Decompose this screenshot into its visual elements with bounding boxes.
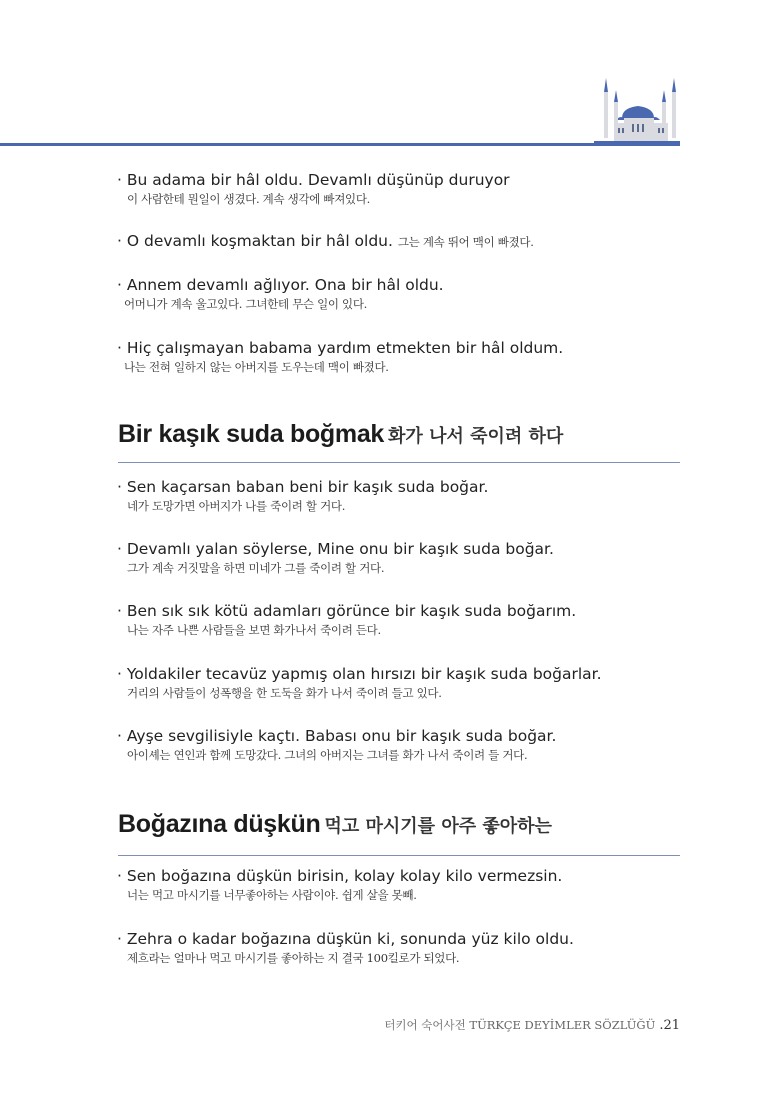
section-rule — [118, 855, 680, 856]
example-turkish: · Hiç çalışmayan babama yardım etmekten bir hâl oldum. — [117, 339, 564, 357]
example-korean: 나는 자주 나쁜 사람들을 보면 화가나서 죽이려 든다. — [127, 623, 381, 637]
example-korean: 어머니가 계속 울고있다. 그녀한테 무슨 일이 있다. — [124, 297, 368, 311]
example-korean: 그가 계속 거짓말을 하면 미네가 그를 죽이려 할 거다. — [127, 561, 385, 575]
idiom-meaning: 화가 나서 죽이려 하다 — [388, 426, 564, 447]
book-title: 터키어 숙어사전 TÜRKÇE DEYİMLER SÖZLÜĞÜ — [384, 1018, 656, 1032]
example-turkish: · Ben sık sık kötü adamları görünce bir kaşık suda boğarım. — [117, 602, 577, 620]
example-turkish: · Devamlı yalan söylerse, Mine onu bir kaşık suda boğar. — [117, 540, 554, 558]
example-turkish: · Zehra o kadar boğazına düşkün ki, sonunda yüz kilo oldu. — [117, 930, 574, 948]
page-footer — [384, 1017, 680, 1033]
example-3-1 — [117, 866, 562, 904]
example-korean: 그는 계속 뛰어 맥이 빠졌다. — [397, 235, 534, 249]
idiom-meaning: 먹고 마시기를 아주 좋아하는 — [324, 816, 552, 837]
example-korean: 거리의 사람들이 성폭행을 한 도둑을 화가 나서 죽이려 들고 있다. — [127, 686, 442, 700]
example-1-1 — [117, 170, 510, 208]
example-2-1 — [117, 477, 488, 515]
example-turkish: · Sen kaçarsan baban beni bir kaşık suda boğar. — [117, 478, 489, 496]
idiom-heading — [118, 420, 563, 449]
example-turkish: · Ayşe sevgilisiyle kaçtı. Babası onu bir kaşık suda boğar. — [117, 727, 557, 745]
idiom-title: Bir kaşık suda boğmak — [118, 420, 385, 448]
example-turkish: · Yoldakiler tecavüz yapmış olan hırsızı bir kaşık suda boğarlar. — [117, 665, 602, 683]
example-turkish: · Bu adama bir hâl oldu. Devamlı düşünüp duruyor — [117, 171, 510, 189]
example-turkish: · Sen boğazına düşkün birisin, kolay kolay kilo vermezsin. — [117, 867, 563, 885]
example-korean: 이 사람한테 뭔일이 생겼다. 계속 생각에 빠져있다. — [127, 192, 371, 206]
example-2-5 — [117, 726, 556, 764]
example-2-3 — [117, 601, 576, 639]
idiom-title: Boğazına düşkün — [118, 810, 321, 838]
idiom-heading — [118, 810, 552, 839]
example-korean: 아이셰는 연인과 함께 도망갔다. 그녀의 아버지는 그녀를 화가 나서 죽이려 들 거다. — [127, 748, 528, 762]
example-1-4 — [117, 338, 563, 376]
section-rule — [118, 462, 680, 463]
example-1-2 — [117, 231, 534, 252]
page-number: .21 — [659, 1018, 680, 1033]
example-korean: 제흐라는 얼마나 먹고 마시기를 좋아하는 지 결국 100킬로가 되었다. — [127, 951, 460, 965]
example-3-2 — [117, 929, 574, 967]
example-2-4 — [117, 664, 602, 702]
example-2-2 — [117, 539, 554, 577]
mosque-icon — [594, 78, 684, 144]
header-rule — [0, 143, 680, 146]
example-turkish: · O devamlı koşmaktan bir hâl oldu. — [117, 232, 393, 250]
example-korean: 너는 먹고 마시기를 너무좋아하는 사람이야. 쉽게 살을 못빼. — [127, 888, 417, 902]
example-turkish: · Annem devamlı ağlıyor. Ona bir hâl oldu. — [117, 276, 444, 294]
example-1-3 — [117, 275, 444, 313]
example-korean: 네가 도망가면 아버지가 나를 죽이려 할 거다. — [127, 499, 346, 513]
example-korean: 나는 전혀 일하지 않는 아버지를 도우는데 맥이 빠졌다. — [124, 360, 389, 374]
